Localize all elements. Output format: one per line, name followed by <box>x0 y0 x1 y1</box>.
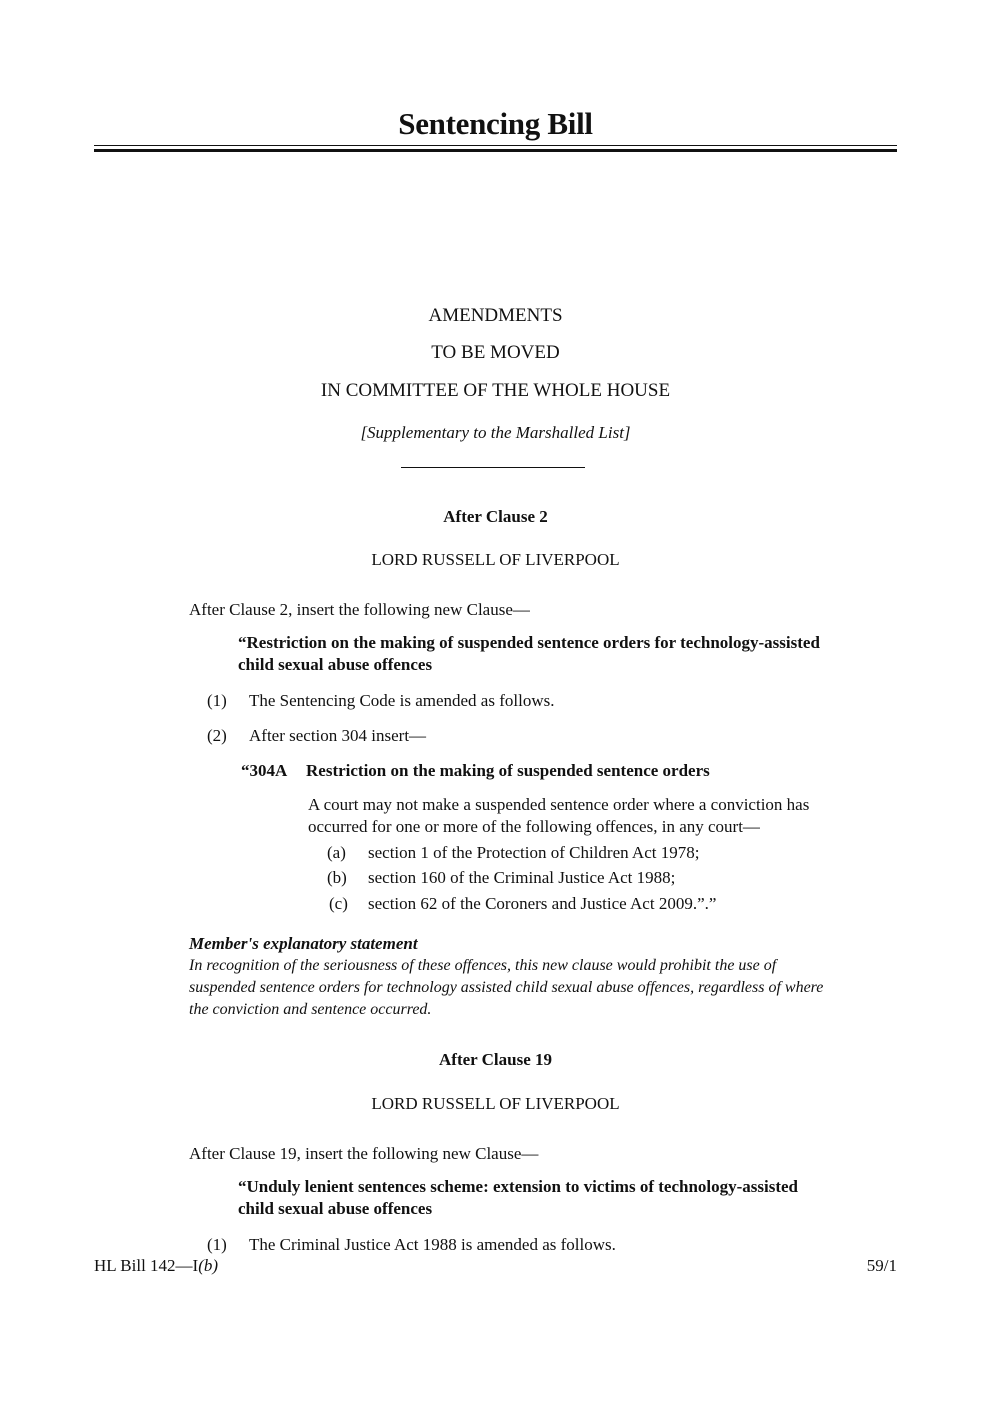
subsection-text: The Criminal Justice Act 1988 is amended as follows. <box>249 1235 616 1254</box>
explanatory-text: suspended sentence orders for technology assisted child sexual abuse offences, regardless of where <box>189 979 824 996</box>
clause-title-line: child sexual abuse offences <box>238 1199 433 1218</box>
bill-reference-suffix: (b) <box>198 1256 219 1275</box>
position-heading: After Clause 2 <box>443 507 548 526</box>
title-rule-thick <box>94 149 897 152</box>
inserted-section-body: A court may not make a suspended sentence order where a conviction has <box>308 795 810 814</box>
position-heading: After Clause 19 <box>439 1050 552 1069</box>
cover-subtitle: [Supplementary to the Marshalled List] <box>360 423 631 442</box>
bill-reference-main: HL Bill 142—I <box>94 1256 199 1275</box>
inserted-section-body: occurred for one or more of the following offences, in any court— <box>308 817 760 836</box>
list-item-label: (a) <box>327 843 346 862</box>
inserted-section-number: “304A <box>241 761 288 780</box>
explanatory-heading: Member's explanatory statement <box>189 934 418 953</box>
title-rule-thin <box>94 145 897 146</box>
subsection-number: (1) <box>207 1235 227 1254</box>
document-title: Sentencing Bill <box>398 106 593 141</box>
clause-title-line: “Unduly lenient sentences scheme: extension to victims of technology-assisted <box>238 1177 799 1196</box>
subsection-text: After section 304 insert— <box>249 726 427 745</box>
list-item-text: section 1 of the Protection of Children Act 1978; <box>368 843 700 862</box>
cover-line-amendments: AMENDMENTS <box>428 305 563 326</box>
clause-title-line: child sexual abuse offences <box>238 655 433 674</box>
subsection-number: (2) <box>207 726 227 745</box>
cover-line-to-be-moved: TO BE MOVED <box>431 342 560 363</box>
subsection-text: The Sentencing Code is amended as follows. <box>249 691 555 710</box>
amendment-instruction: After Clause 19, insert the following new Clause— <box>189 1144 539 1163</box>
member-name: LORD RUSSELL OF LIVERPOOL <box>371 1094 620 1113</box>
inserted-section-title: Restriction on the making of suspended sentence orders <box>306 761 710 780</box>
member-name: LORD RUSSELL OF LIVERPOOL <box>371 550 620 569</box>
list-item-label: (b) <box>327 868 347 887</box>
clause-title-line: “Restriction on the making of suspended sentence orders for technology-assisted <box>238 633 820 652</box>
subsection-number: (1) <box>207 691 227 710</box>
bill-reference <box>94 1256 218 1276</box>
list-item-text: section 62 of the Coroners and Justice Act 2009.”.” <box>368 894 717 913</box>
amendment-instruction: After Clause 2, insert the following new Clause— <box>189 600 530 619</box>
page-reference: 59/1 <box>866 1256 897 1275</box>
cover-line-committee: IN COMMITTEE OF THE WHOLE HOUSE <box>320 380 671 401</box>
cover-divider <box>401 467 585 468</box>
explanatory-text: In recognition of the seriousness of these offences, this new clause would prohibit the use of <box>189 957 777 974</box>
list-item-label: (c) <box>329 894 348 913</box>
list-item-text: section 160 of the Criminal Justice Act 1988; <box>368 868 676 887</box>
explanatory-text: the conviction and sentence occurred. <box>189 1001 432 1018</box>
